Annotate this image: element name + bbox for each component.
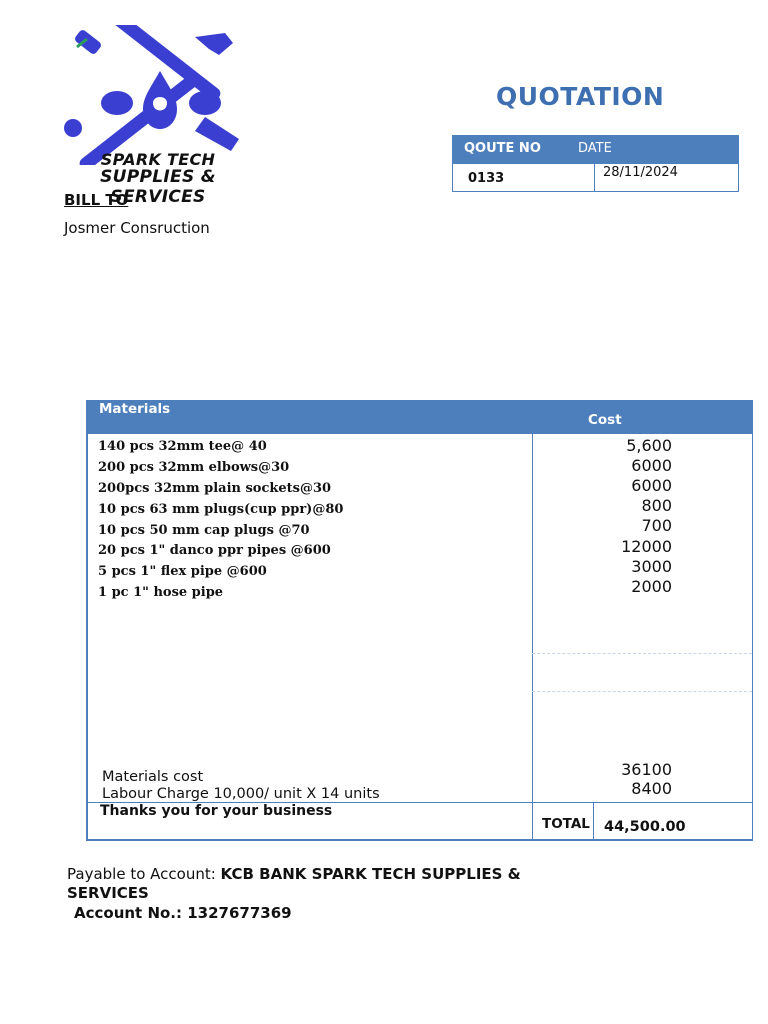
quote-number-label: QOUTE NO [464, 141, 541, 156]
item-cost: 6000 [631, 456, 672, 475]
item-description: 200 pcs 32mm elbows@30 [98, 460, 290, 475]
item-description: 10 pcs 63 mm plugs(cup ppr)@80 [98, 502, 344, 517]
payable-to-account [67, 865, 537, 903]
item-cost: 700 [641, 516, 672, 535]
labour-charge-label: Labour Charge 10,000/ unit X 14 units [102, 786, 380, 802]
faint-row-line [532, 691, 752, 693]
item-cost: 12000 [621, 537, 672, 556]
item-cost: 2000 [631, 577, 672, 596]
materials-column-header: Materials [99, 401, 171, 417]
bill-to-label: BILL TO [64, 191, 129, 209]
total-label: TOTAL [542, 816, 590, 832]
quote-info-box [452, 135, 739, 192]
quote-number-value: 0133 [468, 171, 505, 186]
quote-info-divider [594, 164, 595, 191]
materials-cost-label: Materials cost [102, 769, 204, 785]
materials-table-header [86, 400, 753, 434]
item-description: 10 pcs 50 mm cap plugs @70 [98, 523, 310, 538]
column-divider [532, 434, 533, 839]
total-divider [593, 802, 594, 839]
materials-cost-value: 36100 [621, 760, 672, 779]
account-number-line [74, 904, 292, 922]
thanks-note: Thanks you for your business [100, 803, 333, 819]
faint-row-line [532, 653, 752, 655]
total-value: 44,500.00 [604, 819, 686, 835]
item-description: 1 pc 1" hose pipe [98, 585, 224, 600]
labour-cost-value: 8400 [631, 779, 672, 798]
item-cost: 5,600 [626, 436, 672, 455]
item-description: 20 pcs 1" danco ppr pipes @600 [98, 543, 331, 558]
customer-name: Josmer Consruction [64, 219, 210, 237]
item-cost: 6000 [631, 476, 672, 495]
account-number: 1327677369 [187, 904, 292, 922]
brand-name-line2: SUPPLIES & SERVICES [100, 167, 216, 207]
payable-value: KCB BANK SPARK TECH SUPPLIES & SERVICES [67, 865, 521, 902]
item-cost: 3000 [631, 557, 672, 576]
date-label: DATE [578, 141, 612, 156]
brand-name-line1: SPARK TECH [100, 150, 216, 169]
payable-label: Payable to Account: [67, 865, 216, 883]
cost-column-header: Cost [588, 412, 622, 428]
document-title: QUOTATION [496, 82, 665, 111]
quote-info-values [452, 164, 739, 192]
item-description: 140 pcs 32mm tee@ 40 [98, 439, 267, 454]
item-description: 5 pcs 1" flex pipe @600 [98, 564, 267, 579]
logo-graphic [55, 25, 265, 165]
company-logo [55, 25, 265, 165]
date-value: 28/11/2024 [603, 165, 678, 180]
quote-info-header [452, 135, 739, 164]
item-cost: 800 [641, 496, 672, 515]
account-label: Account No.: [74, 904, 183, 922]
item-description: 200pcs 32mm plain sockets@30 [98, 481, 332, 496]
